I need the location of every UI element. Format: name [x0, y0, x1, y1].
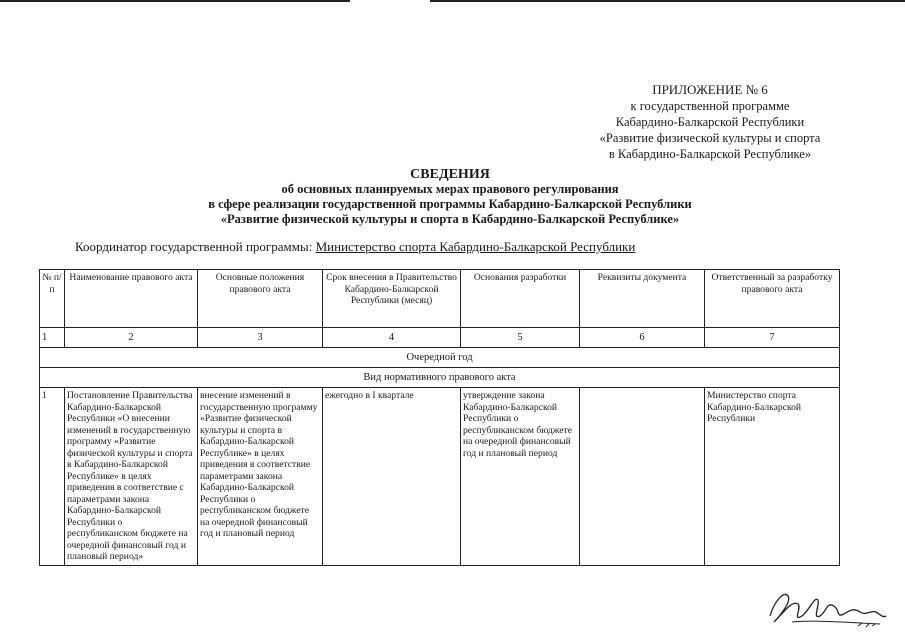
heading-line: в сфере реализации государственной программы Кабардино-Балкарской Республики [208, 197, 692, 211]
column-number-row [40, 328, 840, 348]
row-responsible: Министерство спорта Кабардино-Балкарской Республики [705, 388, 840, 566]
appendix-line: в Кабардино-Балкарской Республике» [608, 147, 812, 161]
coordinator-line [75, 239, 635, 255]
column-number: 4 [323, 328, 461, 348]
column-number: 5 [461, 328, 580, 348]
measures-table [39, 269, 840, 566]
column-number: 2 [65, 328, 198, 348]
header-cell-name: Наименование правового акта [65, 270, 198, 328]
section-type: Вид нормативного правового акта [40, 368, 840, 388]
header-cell-provisions: Основные положения правового акта [198, 270, 323, 328]
scan-artifact-line [0, 0, 350, 2]
row-deadline: ежегодно в I квартале [323, 388, 461, 566]
appendix-line: Кабардино-Балкарской Республики [615, 115, 805, 129]
appendix-line: к государственной программе [630, 99, 790, 113]
document-heading [110, 167, 790, 227]
header-cell-responsible: Ответственный за разработку правового акта [705, 270, 840, 328]
table-header-row [40, 270, 840, 328]
row-requisites [580, 388, 705, 566]
column-number: 3 [198, 328, 323, 348]
scan-artifact-line [430, 0, 905, 2]
header-cell-requisites: Реквизиты документа [580, 270, 705, 328]
column-number: 6 [580, 328, 705, 348]
handwritten-signature [762, 582, 892, 632]
table-row [40, 388, 840, 566]
document-title: СВЕДЕНИЯ [410, 167, 490, 182]
appendix-line: «Развитие физической культуры и спорта [599, 131, 821, 145]
row-basis: утверждение закона Кабардино-Балкарской Республики о республиканском бюджете на очередной финансовый год и плановый период [461, 388, 580, 566]
header-cell-basis: Основания разработки [461, 270, 580, 328]
row-number: 1 [40, 388, 65, 566]
appendix-block [560, 82, 860, 162]
header-cell-number: № п/п [40, 270, 65, 328]
heading-line: об основных планируемых мерах правового регулирования [281, 182, 619, 196]
heading-line: «Развитие физической культуры и спорта в Кабардино-Балкарской Республике» [220, 212, 680, 226]
appendix-number: ПРИЛОЖЕНИЕ № 6 [652, 82, 768, 97]
header-cell-deadline: Срок внесения в Правительство Кабардино-Балкарской Республики (месяц) [323, 270, 461, 328]
section-type-row [40, 368, 840, 388]
section-year: Очередной год [40, 348, 840, 368]
coordinator-label: Координатор государственной программы: [75, 239, 313, 254]
section-year-row [40, 348, 840, 368]
coordinator-value: Министерство спорта Кабардино-Балкарской Республики [315, 239, 636, 254]
column-number: 7 [705, 328, 840, 348]
row-act-name: Постановление Правительства Кабардино-Балкарской Республики «О внесении изменений в государственную программу «Развитие физической культуры и спорта в Кабардино-Балкарской Республике» в целях приведения в соответствие с параметрами закона Кабардино-Балкарской Республики о республиканском бюджете на очередной финансовый год и плановый период» [65, 388, 198, 566]
column-number: 1 [40, 328, 65, 348]
row-provisions: внесение изменений в государственную программу «Развитие физической культуры и спорта в Кабардино-Балкарской Республике» в целях приведения в соответствие параметрами закона Кабардино-Балкарской Республики о республиканском бюджете на очередной финансовый год и плановый период [198, 388, 323, 566]
